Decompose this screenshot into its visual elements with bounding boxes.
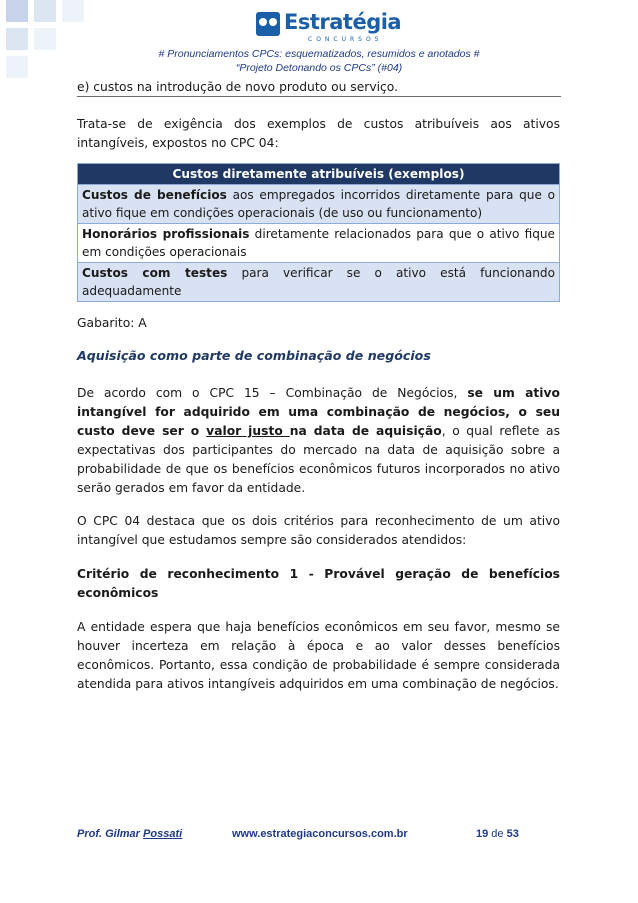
table-row [78, 263, 560, 302]
direct-costs-table [77, 163, 560, 302]
logo-subtitle: CONCURSOS [308, 36, 383, 43]
table-cell: Custos com testes para verificar se o ativo está funcionando adequadamente [78, 263, 560, 302]
table-cell: Honorários profissionais diretamente relacionados para que o ativo fique em condições operacionais [78, 224, 560, 263]
logo-brand: Estratégia [284, 10, 402, 34]
paragraph-criterion: A entidade espera que haja benefícios econômicos em seu favor, mesmo se houver incerteza em relação à época e ao valor desses benefícios econômicos. Portanto, essa condição de probabilidade é sempre considerada atendida para ativos intangíveis adquiridos em uma combinação de negócios. [77, 620, 560, 691]
answer-key: Gabarito: A [77, 316, 147, 330]
table-header: Custos diretamente atribuíveis (exemplos) [78, 164, 560, 185]
section-title: Aquisição como parte de combinação de negócios [77, 348, 431, 363]
footer-page-number: 19 de 53 [476, 828, 519, 840]
footer-website[interactable]: www.estrategiaconcursos.com.br [232, 828, 408, 840]
paragraph-cpc04: O CPC 04 destaca que os dois critérios para reconhecimento de um ativo intangível que estudamos sempre são considerados atendidos: [77, 514, 560, 547]
table-row [78, 224, 560, 263]
owl-logo-icon [256, 12, 280, 36]
header-title: # Pronunciamentos CPCs: esquematizados, resumidos e anotados # [158, 48, 480, 60]
intro-paragraph: Trata-se de exigência dos exemplos de custos atribuíveis aos ativos intangíveis, expostos no CPC 04: [77, 117, 560, 150]
paragraph-cpc15: De acordo com o CPC 15 – Combinação de Negócios, se um ativo intangível for adquirido em uma combinação de negócios, o seu custo deve ser o valor justo na data de aquisição, o qual reflete as expectativas dos participantes do mercado na data de aquisição sobre a probabilidade de que os benefícios econômicos futuros incorporados no ativo serão gerados em favor da entidade. [77, 386, 560, 495]
estrategia-logo [256, 12, 406, 44]
option-e: e) custos na introdução de novo produto ou serviço. [77, 78, 561, 97]
footer-author: Prof. Gilmar Possati [77, 828, 183, 840]
table-cell: Custos de benefícios aos empregados incorridos diretamente para que o ativo fique em condições operacionais (de uso ou funcionamento) [78, 185, 560, 224]
header-subtitle: “Projeto Detonando os CPCs” (#04) [235, 62, 403, 74]
table-row [78, 185, 560, 224]
criterion-title: Critério de reconhecimento 1 - Provável geração de benefícios econômicos [77, 567, 560, 600]
